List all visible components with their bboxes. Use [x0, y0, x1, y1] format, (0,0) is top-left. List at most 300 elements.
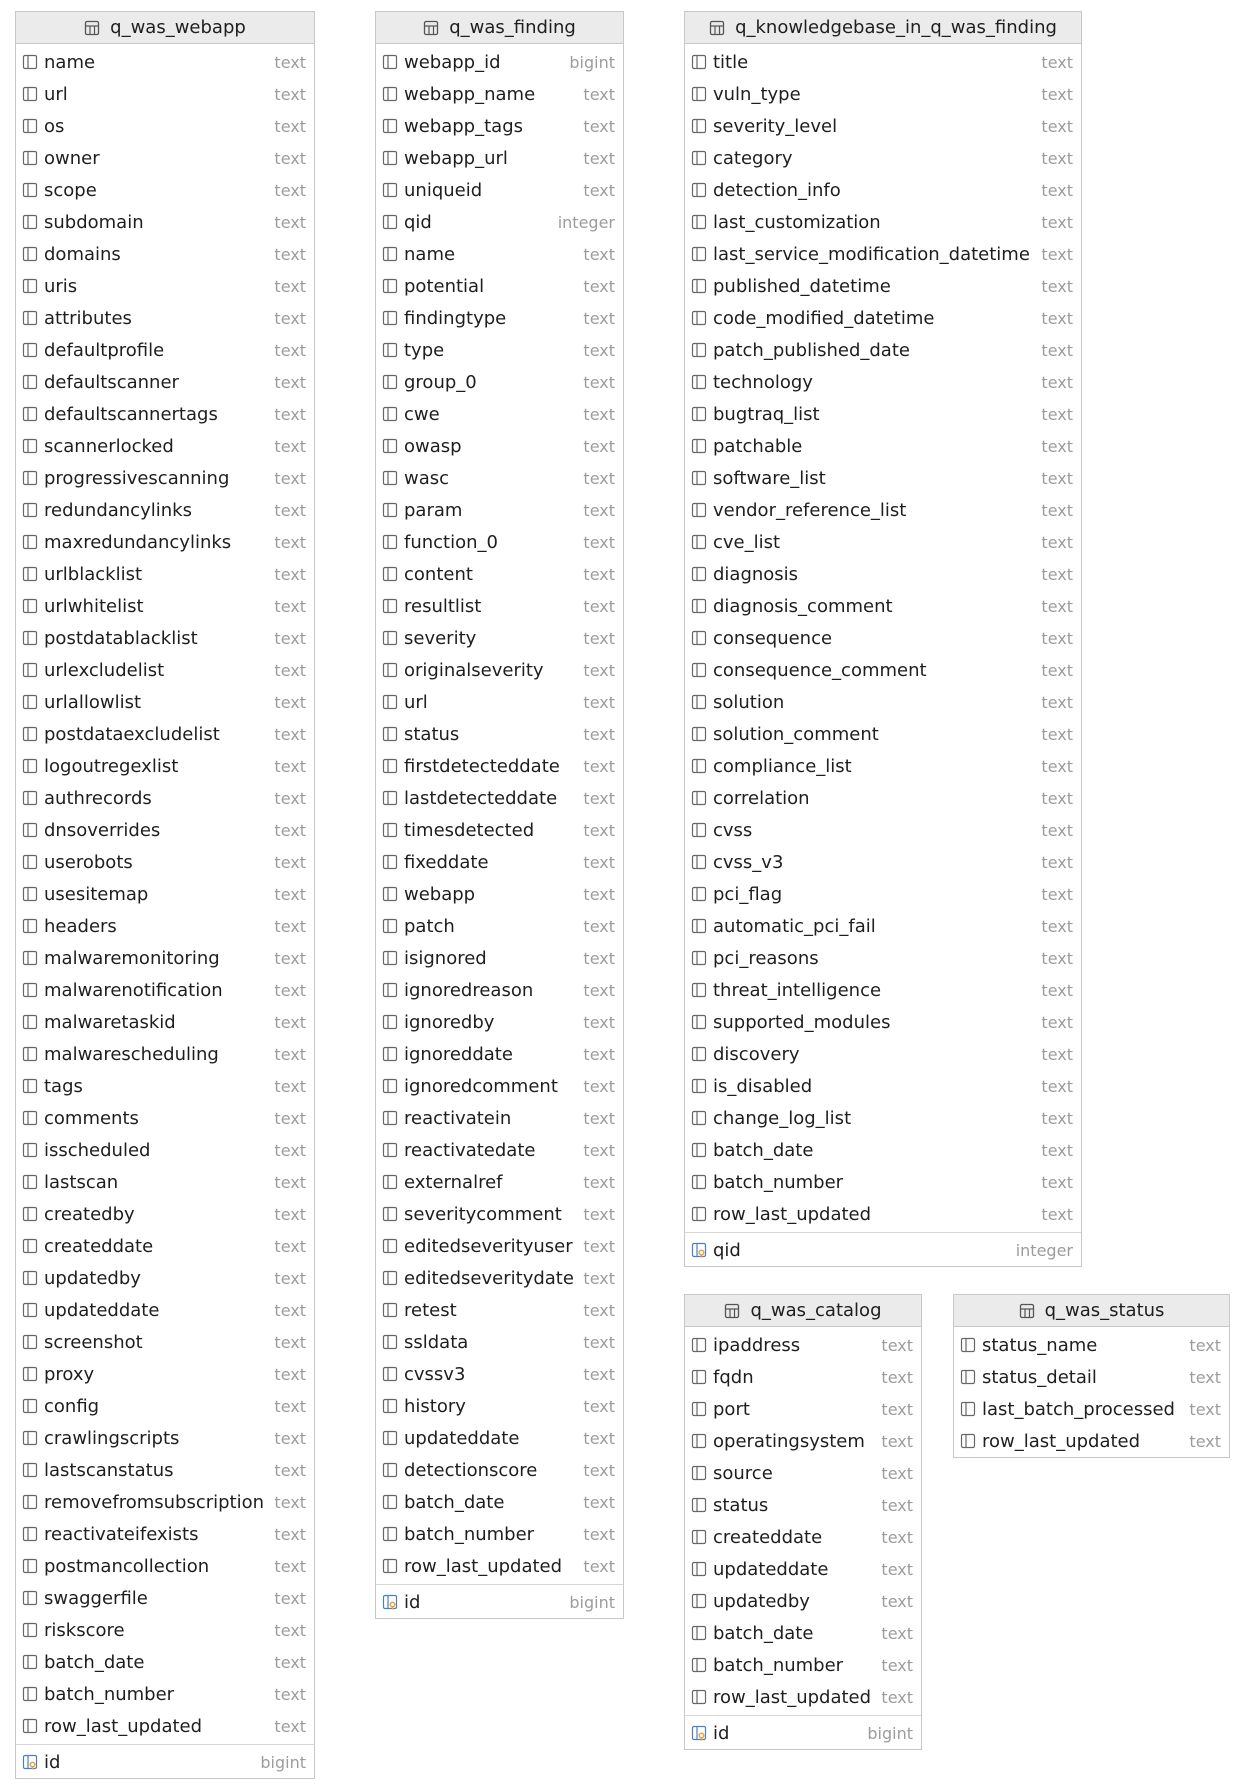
column-row[interactable] — [16, 1070, 314, 1102]
column-row[interactable] — [376, 334, 623, 366]
column-row[interactable] — [685, 334, 1081, 366]
column-type: text — [274, 52, 306, 72]
table-q-was-webapp[interactable] — [15, 11, 315, 1779]
column-type: text — [274, 244, 306, 264]
column-row[interactable] — [16, 46, 314, 78]
column-row[interactable] — [376, 814, 623, 846]
column-row[interactable] — [685, 878, 1081, 910]
column-row[interactable] — [376, 526, 623, 558]
column-row[interactable] — [685, 558, 1081, 590]
column-name: attributes — [44, 307, 132, 329]
column-name: discovery — [713, 1043, 800, 1065]
column-row[interactable] — [685, 270, 1081, 302]
column-row[interactable] — [685, 750, 1081, 782]
column-type: text — [881, 1431, 913, 1451]
column-row[interactable] — [376, 1102, 623, 1134]
column-type: text — [583, 372, 615, 392]
column-icon — [22, 790, 38, 806]
column-row[interactable] — [376, 878, 623, 910]
column-name: isscheduled — [44, 1139, 151, 1161]
column-icon — [382, 982, 398, 998]
column-row[interactable] — [16, 110, 314, 142]
table-icon — [1019, 1303, 1035, 1319]
column-row[interactable] — [685, 590, 1081, 622]
column-icon — [22, 1046, 38, 1062]
column-type: text — [274, 276, 306, 296]
column-row[interactable] — [376, 1486, 623, 1518]
column-type: text — [1041, 372, 1073, 392]
column-name: severitycomment — [404, 1203, 562, 1225]
column-name: batch_number — [44, 1683, 175, 1705]
column-row[interactable] — [376, 1038, 623, 1070]
column-name: urlallowlist — [44, 691, 142, 713]
column-row[interactable] — [685, 1361, 921, 1393]
column-row[interactable] — [376, 622, 623, 654]
column-row[interactable] — [16, 174, 314, 206]
column-icon — [382, 822, 398, 838]
column-row[interactable] — [376, 1326, 623, 1358]
column-row[interactable] — [685, 1553, 921, 1585]
column-row[interactable] — [376, 1422, 623, 1454]
column-icon — [22, 54, 38, 70]
column-row[interactable] — [16, 494, 314, 526]
column-row[interactable] — [685, 910, 1081, 942]
column-row[interactable] — [685, 1489, 921, 1521]
column-list — [376, 44, 623, 1618]
column-row[interactable] — [376, 750, 623, 782]
column-row[interactable] — [376, 782, 623, 814]
column-row[interactable] — [16, 974, 314, 1006]
column-name: status_name — [982, 1334, 1098, 1356]
column-row[interactable] — [16, 622, 314, 654]
column-row[interactable] — [16, 910, 314, 942]
column-row[interactable] — [376, 910, 623, 942]
column-type: text — [274, 212, 306, 232]
column-icon — [691, 1593, 707, 1609]
column-icon — [22, 1174, 38, 1190]
column-type: text — [274, 948, 306, 968]
column-name: wasc — [404, 467, 450, 489]
column-row[interactable] — [16, 238, 314, 270]
column-row[interactable] — [16, 1710, 314, 1742]
column-row[interactable] — [16, 1582, 314, 1614]
column-row[interactable] — [376, 1454, 623, 1486]
column-name: group_0 — [404, 371, 477, 393]
column-name: severity — [404, 627, 477, 649]
column-row[interactable] — [685, 238, 1081, 270]
column-type: text — [274, 564, 306, 584]
column-row[interactable] — [16, 846, 314, 878]
primary-key-row[interactable] — [376, 1584, 623, 1618]
column-icon — [22, 1654, 38, 1670]
column-icon — [22, 1238, 38, 1254]
column-name: lastscanstatus — [44, 1459, 174, 1481]
column-row[interactable] — [16, 654, 314, 686]
column-type: text — [274, 980, 306, 1000]
column-row[interactable] — [376, 974, 623, 1006]
column-name: ignoreddate — [404, 1043, 513, 1065]
table-icon — [423, 20, 439, 36]
column-row[interactable] — [376, 238, 623, 270]
column-type: text — [583, 1428, 615, 1448]
column-name: authrecords — [44, 787, 152, 809]
column-icon — [22, 1142, 38, 1158]
column-row[interactable] — [685, 398, 1081, 430]
column-row[interactable] — [685, 206, 1081, 238]
column-icon — [691, 1529, 707, 1545]
column-type: text — [583, 1396, 615, 1416]
column-row[interactable] — [376, 1006, 623, 1038]
primary-key-row[interactable] — [685, 1232, 1081, 1266]
column-row[interactable] — [376, 110, 623, 142]
column-name: id — [44, 1751, 61, 1773]
column-row[interactable] — [376, 558, 623, 590]
column-name: cwe — [404, 403, 440, 425]
column-icon — [691, 1337, 707, 1353]
column-row[interactable] — [376, 462, 623, 494]
column-name: updatedby — [44, 1267, 141, 1289]
column-row[interactable] — [376, 846, 623, 878]
column-name: supported_modules — [713, 1011, 891, 1033]
column-row[interactable] — [16, 366, 314, 398]
column-row[interactable] — [16, 686, 314, 718]
column-row[interactable] — [376, 270, 623, 302]
table-q-knowledgebase-in-q-was-finding[interactable] — [684, 11, 1082, 1267]
column-icon — [22, 694, 38, 710]
column-name: editedseverityuser — [404, 1235, 573, 1257]
column-type: text — [1041, 916, 1073, 936]
column-name: operatingsystem — [713, 1430, 865, 1452]
column-row[interactable] — [16, 1006, 314, 1038]
table-q-was-status[interactable] — [953, 1294, 1230, 1458]
column-row[interactable] — [685, 366, 1081, 398]
column-icon — [382, 1110, 398, 1126]
column-row[interactable] — [685, 942, 1081, 974]
column-name: technology — [713, 371, 813, 393]
column-type: text — [274, 1076, 306, 1096]
column-row[interactable] — [16, 1134, 314, 1166]
column-name: name — [404, 243, 456, 265]
column-row[interactable] — [376, 78, 623, 110]
column-row[interactable] — [685, 814, 1081, 846]
column-row[interactable] — [376, 1550, 623, 1582]
column-icon — [691, 1401, 707, 1417]
table-q-was-finding[interactable] — [375, 11, 624, 1619]
column-row[interactable] — [376, 1198, 623, 1230]
column-row[interactable] — [16, 1102, 314, 1134]
column-row[interactable] — [16, 1262, 314, 1294]
column-row[interactable] — [685, 846, 1081, 878]
column-type: text — [583, 980, 615, 1000]
column-row[interactable] — [685, 1134, 1081, 1166]
column-row[interactable] — [685, 718, 1081, 750]
column-row[interactable] — [376, 142, 623, 174]
column-type: text — [583, 756, 615, 776]
column-row[interactable] — [685, 430, 1081, 462]
column-row[interactable] — [376, 366, 623, 398]
column-row[interactable] — [16, 782, 314, 814]
column-type: text — [274, 1556, 306, 1576]
column-row[interactable] — [16, 78, 314, 110]
column-row[interactable] — [16, 1326, 314, 1358]
column-type: text — [881, 1655, 913, 1675]
column-name: urlblacklist — [44, 563, 143, 585]
column-row[interactable] — [16, 270, 314, 302]
column-row[interactable] — [685, 1681, 921, 1713]
column-icon — [691, 1078, 707, 1094]
column-row[interactable] — [16, 1294, 314, 1326]
column-row[interactable] — [16, 1550, 314, 1582]
column-icon — [22, 630, 38, 646]
table-q-was-catalog[interactable] — [684, 1294, 922, 1750]
column-type: text — [274, 1492, 306, 1512]
column-row[interactable] — [685, 494, 1081, 526]
column-type: text — [583, 116, 615, 136]
column-row[interactable] — [16, 1358, 314, 1390]
column-icon — [22, 1494, 38, 1510]
column-name: proxy — [44, 1363, 95, 1385]
primary-key-row[interactable] — [685, 1715, 921, 1749]
column-row[interactable] — [685, 974, 1081, 1006]
column-row[interactable] — [376, 398, 623, 430]
column-type: bigint — [569, 52, 615, 72]
column-row[interactable] — [16, 750, 314, 782]
column-row[interactable] — [685, 1649, 921, 1681]
column-type: text — [1041, 84, 1073, 104]
column-row[interactable] — [376, 1358, 623, 1390]
column-row[interactable] — [16, 1518, 314, 1550]
column-row[interactable] — [16, 206, 314, 238]
column-row[interactable] — [376, 1230, 623, 1262]
column-list — [16, 44, 314, 1778]
column-row[interactable] — [685, 1198, 1081, 1230]
column-name: batch_date — [713, 1139, 814, 1161]
column-type: text — [274, 596, 306, 616]
column-row[interactable] — [685, 174, 1081, 206]
column-row[interactable] — [376, 302, 623, 334]
column-row[interactable] — [16, 398, 314, 430]
column-icon — [22, 598, 38, 614]
column-row[interactable] — [16, 1486, 314, 1518]
column-row[interactable] — [16, 1230, 314, 1262]
column-row[interactable] — [376, 718, 623, 750]
column-row[interactable] — [376, 1070, 623, 1102]
column-row[interactable] — [685, 654, 1081, 686]
column-type: text — [583, 596, 615, 616]
column-icon — [691, 534, 707, 550]
column-type: text — [1041, 660, 1073, 680]
column-row[interactable] — [16, 1454, 314, 1486]
column-row[interactable] — [376, 1294, 623, 1326]
column-row[interactable] — [685, 46, 1081, 78]
column-type: text — [583, 1268, 615, 1288]
column-row[interactable] — [685, 1457, 921, 1489]
column-row[interactable] — [16, 814, 314, 846]
column-type: text — [1041, 724, 1073, 744]
column-type: text — [274, 724, 306, 744]
table-title: q_knowledgebase_in_q_was_finding — [735, 17, 1057, 38]
column-name: id — [404, 1591, 421, 1613]
column-type: text — [1041, 340, 1073, 360]
column-icon — [382, 502, 398, 518]
column-row[interactable] — [376, 494, 623, 526]
column-row[interactable] — [376, 942, 623, 974]
column-type: text — [583, 180, 615, 200]
column-icon — [382, 1462, 398, 1478]
column-type: text — [583, 1556, 615, 1576]
column-row[interactable] — [376, 1134, 623, 1166]
column-icon — [691, 1433, 707, 1449]
column-row[interactable] — [16, 1166, 314, 1198]
column-type: text — [274, 1428, 306, 1448]
column-type: text — [1041, 436, 1073, 456]
column-row[interactable] — [685, 78, 1081, 110]
column-name: malwarescheduling — [44, 1043, 219, 1065]
column-name: isignored — [404, 947, 487, 969]
column-row[interactable] — [376, 430, 623, 462]
column-row[interactable] — [376, 206, 623, 238]
column-icon — [382, 1014, 398, 1030]
column-name: postdatablacklist — [44, 627, 198, 649]
column-type: text — [1041, 564, 1073, 584]
column-row[interactable] — [16, 462, 314, 494]
table-icon — [724, 1303, 740, 1319]
column-row[interactable] — [685, 302, 1081, 334]
column-row[interactable] — [685, 142, 1081, 174]
column-type: text — [1041, 244, 1073, 264]
column-row[interactable] — [16, 1646, 314, 1678]
column-row[interactable] — [16, 942, 314, 974]
column-row[interactable] — [685, 1521, 921, 1553]
column-row[interactable] — [16, 718, 314, 750]
column-icon — [382, 1046, 398, 1062]
column-row[interactable] — [685, 1038, 1081, 1070]
column-icon — [22, 1526, 38, 1542]
column-row[interactable] — [16, 558, 314, 590]
column-row[interactable] — [685, 1070, 1081, 1102]
column-row[interactable] — [685, 1425, 921, 1457]
column-type: text — [274, 660, 306, 680]
column-name: malwaretaskid — [44, 1011, 176, 1033]
column-row[interactable] — [685, 1617, 921, 1649]
column-name: webapp_url — [404, 147, 508, 169]
column-row[interactable] — [376, 1262, 623, 1294]
column-row[interactable] — [376, 1166, 623, 1198]
column-row[interactable] — [685, 526, 1081, 558]
column-row[interactable] — [16, 1678, 314, 1710]
column-icon — [691, 694, 707, 710]
column-row[interactable] — [685, 1102, 1081, 1134]
column-row[interactable] — [16, 1198, 314, 1230]
column-row[interactable] — [685, 1166, 1081, 1198]
column-icon — [382, 374, 398, 390]
column-row[interactable] — [954, 1361, 1229, 1393]
column-row[interactable] — [685, 462, 1081, 494]
column-row[interactable] — [685, 1006, 1081, 1038]
column-type: text — [274, 372, 306, 392]
column-name: findingtype — [404, 307, 507, 329]
column-name: qid — [404, 211, 432, 233]
column-type: text — [1041, 276, 1073, 296]
column-name: config — [44, 1395, 100, 1417]
column-name: timesdetected — [404, 819, 535, 841]
column-name: logoutregexlist — [44, 755, 179, 777]
column-icon — [22, 886, 38, 902]
primary-key-row[interactable] — [16, 1744, 314, 1778]
column-name: editedseveritydate — [404, 1267, 574, 1289]
column-row[interactable] — [16, 302, 314, 334]
column-row[interactable] — [16, 1390, 314, 1422]
column-icon — [22, 918, 38, 934]
column-name: solution — [713, 691, 785, 713]
column-row[interactable] — [685, 686, 1081, 718]
column-row[interactable] — [954, 1329, 1229, 1361]
column-icon — [691, 886, 707, 902]
column-row[interactable] — [685, 1585, 921, 1617]
column-type: text — [1041, 1172, 1073, 1192]
column-type: text — [1189, 1431, 1221, 1451]
column-row[interactable] — [954, 1425, 1229, 1457]
column-icon — [382, 758, 398, 774]
column-type: text — [583, 1172, 615, 1192]
column-row[interactable] — [16, 878, 314, 910]
column-name: row_last_updated — [713, 1686, 872, 1708]
column-row[interactable] — [16, 1614, 314, 1646]
column-row[interactable] — [685, 622, 1081, 654]
column-name: code_modified_datetime — [713, 307, 935, 329]
column-row[interactable] — [376, 1390, 623, 1422]
column-row[interactable] — [376, 46, 623, 78]
column-row[interactable] — [376, 654, 623, 686]
column-icon — [691, 406, 707, 422]
column-row[interactable] — [16, 142, 314, 174]
column-row[interactable] — [376, 174, 623, 206]
column-type: text — [274, 436, 306, 456]
column-icon — [22, 534, 38, 550]
column-row[interactable] — [954, 1393, 1229, 1425]
column-row[interactable] — [16, 1038, 314, 1070]
column-icon — [382, 118, 398, 134]
column-row[interactable] — [16, 1422, 314, 1454]
column-icon — [382, 918, 398, 934]
column-row[interactable] — [685, 1393, 921, 1425]
column-row[interactable] — [376, 686, 623, 718]
column-row[interactable] — [376, 1518, 623, 1550]
column-type: text — [1041, 628, 1073, 648]
column-row[interactable] — [376, 590, 623, 622]
column-row[interactable] — [16, 430, 314, 462]
column-row[interactable] — [16, 334, 314, 366]
column-icon — [22, 118, 38, 134]
column-icon — [382, 1398, 398, 1414]
column-icon — [960, 1337, 976, 1353]
column-row[interactable] — [16, 590, 314, 622]
column-row[interactable] — [685, 110, 1081, 142]
column-icon — [382, 566, 398, 582]
column-name: cvssv3 — [404, 1363, 466, 1385]
column-icon — [22, 1398, 38, 1414]
column-icon — [382, 1078, 398, 1094]
column-row[interactable] — [685, 782, 1081, 814]
column-row[interactable] — [685, 1329, 921, 1361]
column-type: text — [1041, 308, 1073, 328]
column-type: text — [583, 1524, 615, 1544]
column-type: text — [583, 852, 615, 872]
column-icon — [22, 470, 38, 486]
column-row[interactable] — [16, 526, 314, 558]
column-type: text — [274, 308, 306, 328]
column-name: detectionscore — [404, 1459, 538, 1481]
